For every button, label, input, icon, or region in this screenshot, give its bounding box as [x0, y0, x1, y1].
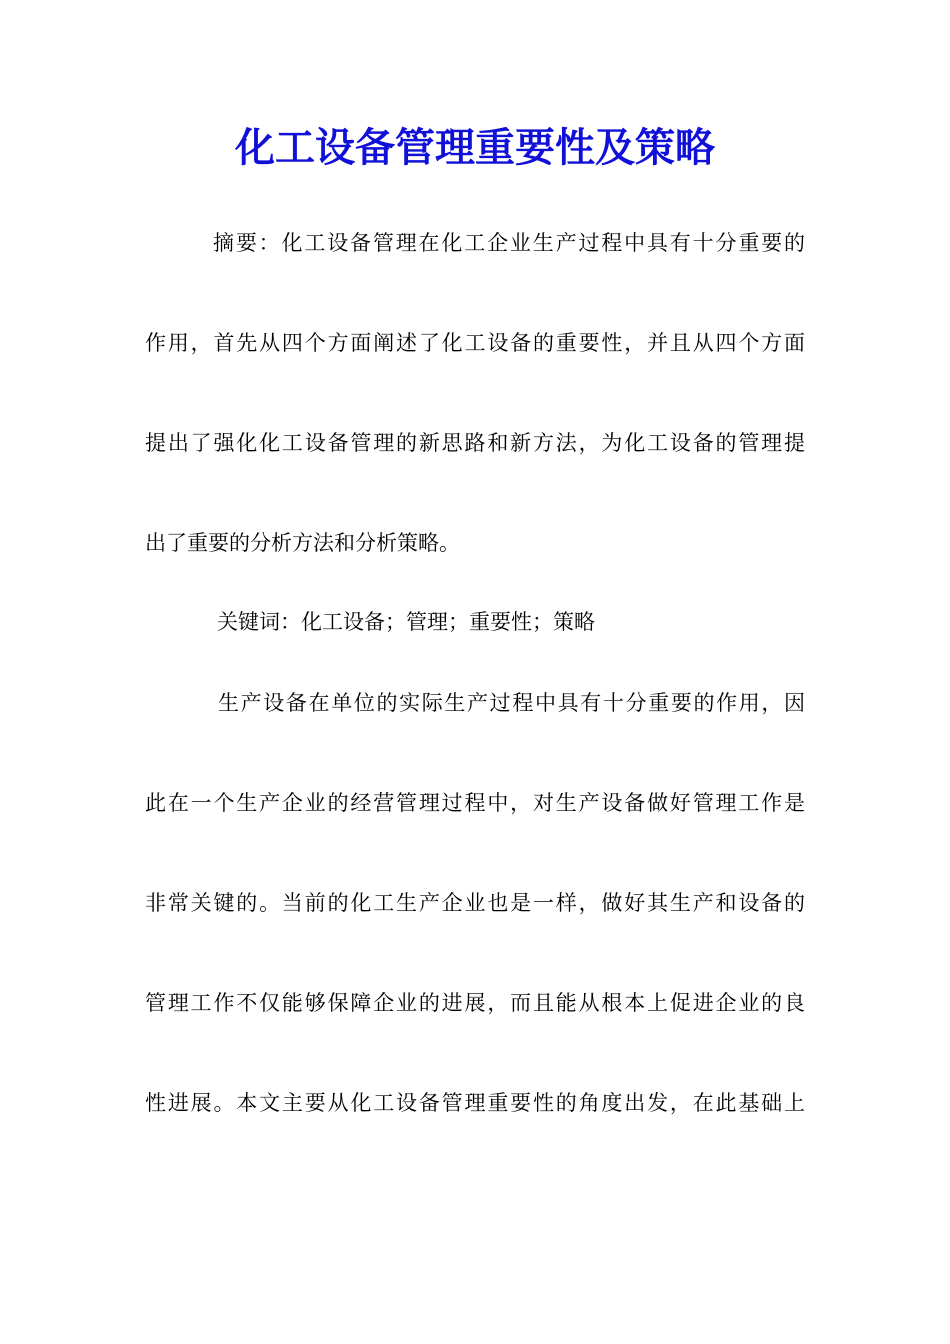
body-line-5: 性进展。本文主要从化工设备管理重要性的角度出发，在此基础上 [145, 1091, 805, 1115]
body-line-4: 管理工作不仅能够保障企业的进展，而且能从根本上促进企业的良 [145, 991, 805, 1015]
keywords-line: 关键词：化工设备；管理；重要性；策略 [217, 610, 595, 634]
abstract-line-1: 摘要：化工设备管理在化工企业生产过程中具有十分重要的 [213, 231, 805, 255]
abstract-line-2: 作用，首先从四个方面阐述了化工设备的重要性，并且从四个方面 [145, 331, 805, 355]
body-line-1: 生产设备在单位的实际生产过程中具有十分重要的作用，因 [218, 691, 805, 715]
abstract-line-4: 出了重要的分析方法和分析策略。 [145, 531, 460, 555]
body-line-3: 非常关键的。当前的化工生产企业也是一样，做好其生产和设备的 [145, 891, 805, 915]
abstract-line-3: 提出了强化化工设备管理的新思路和新方法，为化工设备的管理提 [145, 431, 805, 455]
body-line-2: 此在一个生产企业的经营管理过程中，对生产设备做好管理工作是 [145, 791, 805, 815]
document-title: 化工设备管理重要性及策略 [235, 124, 715, 171]
